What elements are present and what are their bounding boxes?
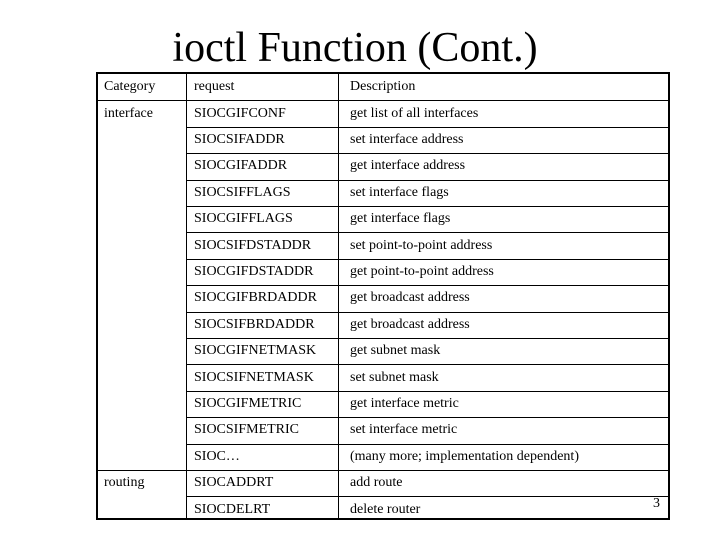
category-divider — [98, 470, 186, 471]
description-cell: set point-to-point address — [350, 237, 493, 253]
description-cell: get interface address — [350, 158, 466, 174]
description-cell: get broadcast address — [350, 316, 470, 332]
table-row — [98, 391, 668, 417]
description-cell: get interface metric — [350, 395, 459, 411]
category-cell — [104, 232, 188, 258]
table-row — [98, 232, 668, 258]
table-row — [98, 180, 668, 206]
request-cell: SIOCSIFMETRIC — [194, 422, 300, 438]
category-cell — [104, 259, 188, 285]
request-cell: SIOCGIFDSTADDR — [194, 263, 314, 279]
request-cell: SIOCGIFNETMASK — [194, 343, 317, 359]
table-row — [98, 206, 668, 232]
category-cell — [104, 312, 188, 338]
request-cell: SIOCSIFFLAGS — [194, 184, 291, 200]
request-cell: SIOCGIFBRDADDR — [194, 290, 317, 306]
table-row — [98, 100, 668, 126]
category-cell — [104, 417, 188, 443]
header-category: Category — [104, 79, 156, 95]
table-row — [98, 470, 668, 496]
table-header-row — [98, 74, 668, 100]
category-cell — [104, 444, 188, 470]
category-cell — [104, 285, 188, 311]
description-cell: get point-to-point address — [350, 263, 494, 279]
request-cell: SIOCGIFCONF — [194, 105, 286, 121]
category-cell — [104, 496, 188, 522]
table-row — [98, 444, 668, 470]
request-cell: SIOC… — [194, 448, 240, 464]
description-cell: set interface flags — [350, 184, 449, 200]
description-cell: set subnet mask — [350, 369, 439, 385]
table-row — [98, 127, 668, 153]
category-cell: interface — [104, 105, 153, 121]
request-cell: SIOCSIFADDR — [194, 131, 285, 147]
description-cell: get list of all interfaces — [350, 105, 479, 121]
category-cell: routing — [104, 475, 145, 491]
table-row — [98, 259, 668, 285]
description-cell: get interface flags — [350, 211, 451, 227]
category-cell — [104, 338, 188, 364]
category-cell — [104, 391, 188, 417]
request-cell: SIOCSIFBRDADDR — [194, 316, 315, 332]
description-cell: set interface metric — [350, 422, 458, 438]
category-cell — [104, 364, 188, 390]
request-cell: SIOCSIFDSTADDR — [194, 237, 312, 253]
table-row — [98, 338, 668, 364]
ioctl-request-table — [96, 72, 670, 520]
description-cell: set interface address — [350, 131, 464, 147]
table-row — [98, 312, 668, 338]
request-cell: SIOCGIFADDR — [194, 158, 288, 174]
description-cell: add route — [350, 475, 403, 491]
page-number: 3 — [653, 496, 660, 511]
slide-title: ioctl Function (Cont.) — [172, 25, 538, 71]
header-description: Description — [350, 79, 416, 95]
category-cell — [104, 127, 188, 153]
table-row — [98, 417, 668, 443]
category-cell — [104, 180, 188, 206]
request-cell: SIOCDELRT — [194, 501, 271, 517]
description-cell: delete router — [350, 501, 421, 517]
table-row — [98, 153, 668, 179]
description-cell: get subnet mask — [350, 343, 441, 359]
category-cell — [104, 206, 188, 232]
description-cell: (many more; implementation dependent) — [350, 448, 579, 464]
request-cell: SIOCGIFFLAGS — [194, 211, 293, 227]
table-row — [98, 364, 668, 390]
table-row — [98, 285, 668, 311]
header-request: request — [194, 79, 235, 95]
category-cell — [104, 153, 188, 179]
request-cell: SIOCSIFNETMASK — [194, 369, 314, 385]
request-cell: SIOCADDRT — [194, 475, 274, 491]
description-cell: get broadcast address — [350, 290, 470, 306]
table-row — [98, 496, 668, 522]
request-cell: SIOCGIFMETRIC — [194, 395, 302, 411]
